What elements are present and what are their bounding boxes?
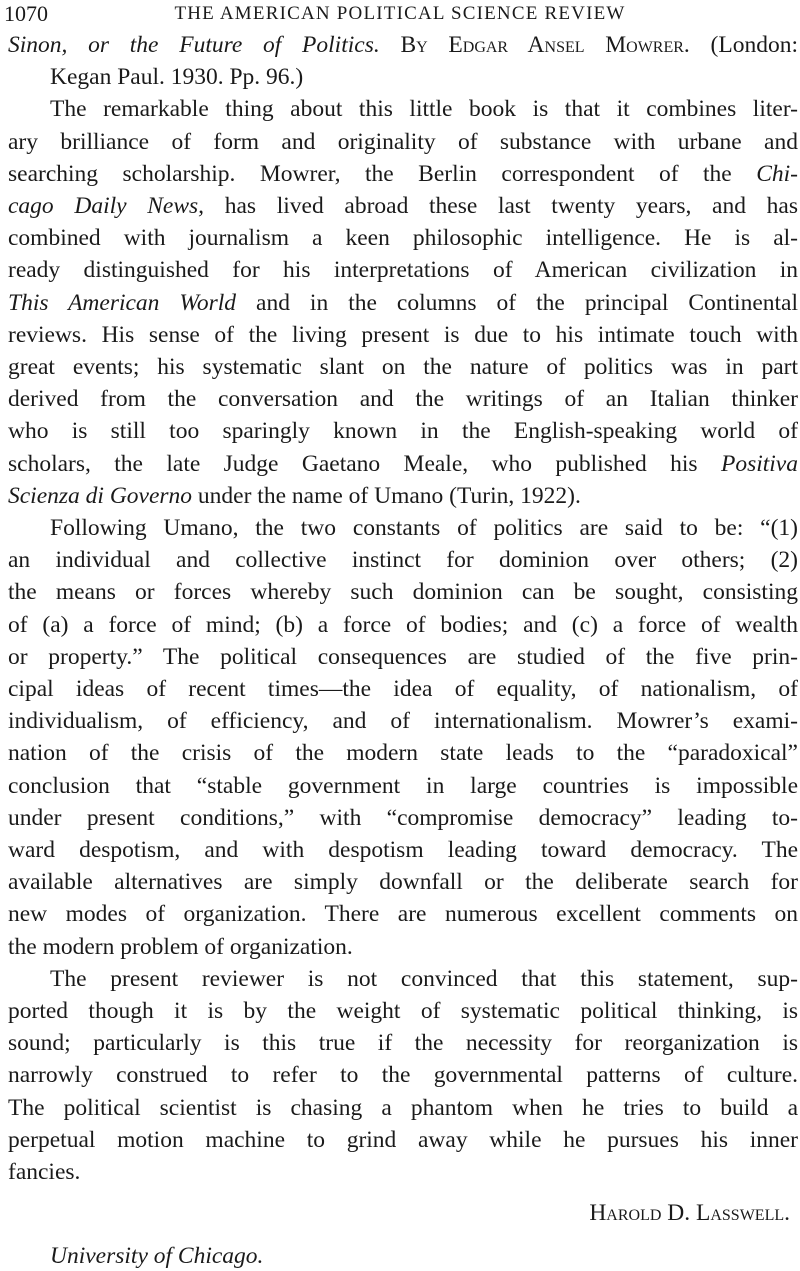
para-line <box>8 223 798 253</box>
text: of (a) a force of mind; (b) a force of bodies; and (c) a force of wealth <box>8 611 798 638</box>
text: derived from the conversation and the writings of an Italian thinker <box>8 386 798 413</box>
text: or property.” The political consequences are studied of the five prin- <box>8 643 798 670</box>
italic-text: cago Daily News, <box>8 193 205 219</box>
text: cipal ideas of recent times—the idea of equality, of nationalism, of <box>8 676 798 702</box>
running-header <box>0 0 800 28</box>
para-line <box>8 1157 798 1187</box>
para-line <box>8 449 798 479</box>
para-line <box>8 771 798 801</box>
para-line <box>8 416 798 446</box>
text: ready distinguished for his interpretations of American civilization in <box>8 257 798 284</box>
small-caps-text: By Edgar Ansel Mowrer. <box>400 32 690 58</box>
citation-line <box>50 62 798 92</box>
text: (London: <box>689 32 798 58</box>
para-line <box>50 513 798 543</box>
text <box>380 32 401 58</box>
text: conclusion that “stable government in large countries is impossible <box>8 772 798 799</box>
text: Following Umano, the two constants of politics are said to be: “(1) <box>50 515 798 541</box>
text: the modern problem of organization. <box>8 933 353 960</box>
para-line <box>50 94 798 124</box>
text: sound; particularly is this true if the necessity for reorganization is <box>8 1030 798 1057</box>
text: an individual and collective instinct for dominion over others; (2) <box>8 547 798 574</box>
text: reviews. His sense of the living present is due to his intimate touch with <box>8 321 798 348</box>
text: individualism, of efficiency, and of internationalism. Mowrer’s exami- <box>8 708 798 735</box>
text: and in the columns of the principal Continental <box>236 289 798 316</box>
para-line <box>8 255 798 285</box>
text: has lived abroad these last twenty years, and has <box>204 193 798 219</box>
para-line <box>8 738 798 768</box>
running-title: THE AMERICAN POLITICAL SCIENCE REVIEW <box>174 3 626 24</box>
text: combined with journalism a keen philosophic intelligence. He is al- <box>8 225 798 252</box>
para-line <box>8 803 798 833</box>
para-line <box>8 1093 798 1123</box>
para-line <box>8 899 798 929</box>
text: fancies. <box>8 1159 81 1185</box>
text: great events; his systematic slant on the nature of politics was in part <box>8 354 798 380</box>
page-number: 1070 <box>4 1 48 26</box>
italic-text: Scienza di Governo <box>8 482 193 509</box>
text: searching scholarship. Mowrer, the Berlin correspondent of the <box>8 160 757 187</box>
affiliation-line <box>50 1241 798 1271</box>
italic-text: Positiva <box>720 450 798 477</box>
para-line <box>8 352 798 382</box>
text: under the name of Umano (Turin, 1922). <box>192 482 581 509</box>
text: ported though it is by the weight of systematic political thinking, is <box>8 998 798 1024</box>
italic-text: Sinon, or the Future of Politics. <box>8 32 380 58</box>
para-line <box>8 481 798 511</box>
para-line <box>8 545 798 575</box>
small-caps-text: Harold D. Lasswell. <box>589 1200 790 1226</box>
text: perpetual motion machine to grind away while he pursues his inner <box>8 1126 798 1153</box>
para-line <box>8 610 798 640</box>
text: new modes of organization. There are numerous excellent comments on <box>8 901 798 928</box>
text: The remarkable thing about this little book is that it combines liter- <box>50 96 798 123</box>
para-line <box>8 320 798 350</box>
text: nation of the crisis of the modern state leads to the “paradoxical” <box>8 740 798 767</box>
text: The political scientist is chasing a phantom when he tries to build a <box>8 1094 798 1121</box>
para-line <box>8 835 798 865</box>
italic-text: Chi- <box>756 160 798 187</box>
para-line <box>8 191 798 221</box>
text: ary brilliance of form and originality of substance with urbane and <box>8 128 798 155</box>
para-line <box>8 867 798 897</box>
text: available alternatives are simply downfall or the deliberate search for <box>8 869 798 896</box>
para-line <box>50 964 798 994</box>
para-line <box>8 706 798 736</box>
para-line <box>8 642 798 672</box>
text: ward despotism, and with despotism leading toward democracy. The <box>8 837 798 863</box>
citation-line <box>8 30 798 60</box>
italic-text: University of Chicago. <box>50 1243 264 1269</box>
signature-line <box>8 1198 790 1228</box>
para-line <box>8 288 798 318</box>
para-line <box>8 1028 798 1058</box>
para-line <box>8 674 798 704</box>
para-line <box>8 577 798 607</box>
text: who is still too sparingly known in the English-speaking world of <box>8 418 798 445</box>
para-line <box>8 1060 798 1090</box>
text: under present conditions,” with “compromise democracy” leading to- <box>8 804 798 831</box>
text: the means or forces whereby such dominion can be sought, consisting <box>8 579 798 606</box>
italic-text: This American World <box>8 289 237 316</box>
text: scholars, the late Judge Gaetano Meale, who published his <box>8 450 721 477</box>
text: Kegan Paul. 1930. Pp. 96.) <box>50 64 304 91</box>
para-line <box>8 932 798 962</box>
text: The present reviewer is not convinced that this statement, sup- <box>50 965 798 992</box>
para-line <box>8 1125 798 1155</box>
para-line <box>8 384 798 414</box>
text: narrowly construed to refer to the governmental patterns of culture. <box>8 1062 798 1089</box>
para-line <box>8 159 798 189</box>
para-line <box>8 127 798 157</box>
para-line <box>8 996 798 1026</box>
